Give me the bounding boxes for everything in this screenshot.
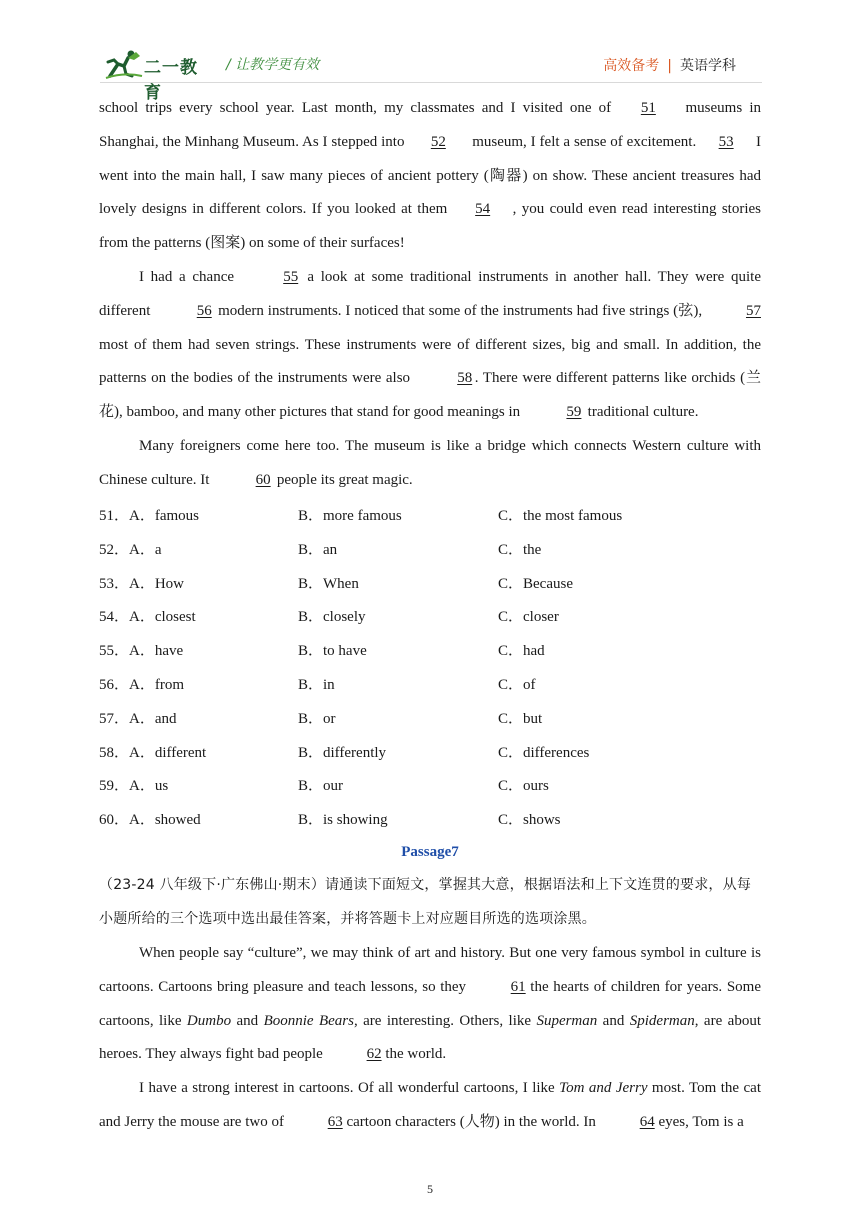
question-row	[99, 531, 761, 565]
text: school trips every school year. Last month, my classmates and I visited one of	[99, 100, 619, 116]
option-a: A．from	[129, 676, 184, 693]
title-italic: Superman	[536, 1012, 598, 1029]
blank-56: 56	[196, 302, 212, 319]
logo	[104, 48, 214, 103]
option-c: C．but	[498, 710, 543, 727]
passage-title: Passage7	[401, 843, 459, 860]
option-c: C．ours	[498, 778, 549, 795]
option-b: B．closely	[298, 609, 366, 626]
text: museum, I felt a sense of excitement.	[468, 133, 701, 150]
question-number: 53．	[99, 575, 130, 592]
title-italic: Boonnie Bears	[263, 1012, 354, 1029]
option-c: C．the most famous	[498, 507, 623, 524]
option-a: A．famous	[129, 507, 199, 524]
option-b: B．differently	[298, 744, 387, 761]
blank-60: 60	[255, 471, 271, 488]
exam-prep-label: 高效备考	[603, 58, 660, 74]
passage7-paragraph-1	[99, 937, 761, 1072]
option-b: B．more famous	[298, 507, 402, 524]
text: , are about heroes. They always fight bad people	[99, 1012, 761, 1063]
option-b: B．our	[298, 778, 344, 795]
question-row	[99, 802, 761, 836]
blank-61: 61	[510, 978, 526, 995]
text: and	[597, 1012, 630, 1029]
question-number: 60．	[99, 812, 130, 829]
text: . There were different patterns like orchids (兰花), bamboo, and many other pictures that stand for good meanings in	[99, 370, 761, 421]
blank-59: 59	[566, 404, 582, 421]
blank-58: 58	[457, 370, 473, 387]
option-c: C．the	[498, 541, 542, 558]
question-row	[99, 599, 761, 633]
question-number: 54．	[99, 609, 130, 626]
text: I had a chance	[139, 268, 241, 285]
passage6-paragraph-1	[99, 92, 761, 261]
option-a: A．different	[129, 744, 207, 761]
logo-text: 二一教育	[144, 58, 198, 103]
text: most of them had seven strings. These instruments were of different sizes, big and small. In addition, the patterns on the bodies of the instruments were also	[99, 336, 761, 387]
question-number: 55．	[99, 643, 130, 660]
text: traditional culture.	[583, 404, 699, 421]
page-header	[100, 48, 762, 103]
option-c: C．differences	[498, 744, 590, 761]
option-a: A．have	[129, 643, 184, 660]
blank-53: 53	[718, 133, 734, 150]
option-a: A．showed	[129, 812, 201, 829]
header-divider	[100, 82, 762, 83]
option-a: A．and	[129, 710, 177, 727]
blank-51: 51	[640, 100, 656, 116]
question-list	[99, 498, 761, 836]
passage6-paragraph-2	[99, 261, 761, 430]
text: , you could even read interesting stories from the patterns (图案) on some of their surfaces!	[99, 201, 761, 252]
option-a: A．closest	[129, 609, 196, 626]
question-row	[99, 700, 761, 734]
option-b: B．to have	[298, 643, 367, 660]
option-c: C．had	[498, 643, 545, 660]
option-a: A．How	[129, 575, 184, 592]
option-c: C．Because	[498, 575, 573, 592]
question-row	[99, 667, 761, 701]
text: museums in Shanghai, the Minhang Museum. As I stepped into	[99, 100, 762, 150]
question-row	[99, 498, 761, 532]
blank-57: 57	[745, 302, 761, 319]
option-b: B．an	[298, 541, 338, 558]
text: and	[231, 1012, 264, 1029]
text: eyes, Tom is a	[654, 1113, 744, 1130]
option-b: B．or	[298, 710, 336, 727]
text: When people say “culture”, we may think of art and history. But one very famous symbol in culture is cartoons. Cartoons bring pleasure and teach lessons, so they	[99, 944, 761, 995]
option-c: C．of	[498, 676, 536, 693]
passage7-paragraph-2	[99, 1072, 761, 1140]
question-number: 56．	[99, 676, 130, 693]
option-c: C．closer	[498, 609, 559, 626]
text: I have a strong interest in cartoons. Of all wonderful cartoons, I like	[139, 1080, 560, 1097]
question-number: 52．	[99, 541, 130, 558]
blank-63: 63	[327, 1113, 343, 1130]
option-c: C．shows	[498, 812, 561, 829]
subject-name: 英语学科	[680, 58, 736, 74]
question-number: 59．	[99, 778, 130, 795]
question-row	[99, 734, 761, 768]
question-number: 51．	[99, 507, 130, 524]
option-b: B．When	[298, 575, 359, 592]
title-italic: Tom and Jerry	[559, 1080, 648, 1097]
question-row	[99, 565, 761, 599]
text: the hearts of children for years. Some cartoons, like	[99, 978, 761, 1029]
header-separator: |	[667, 58, 672, 74]
text: most. Tom the cat and Jerry the mouse are two of	[99, 1080, 761, 1130]
text: I went into the main hall, I saw many pieces of ancient pottery (陶器) on show. These ancient treasures had lovely designs in different colors. If you looked at them	[99, 133, 761, 218]
subject-label	[603, 55, 736, 75]
text: a look at some traditional instruments in another hall. They were quite different	[99, 268, 761, 319]
page-content	[99, 92, 761, 1140]
runner-logo-icon	[104, 48, 144, 80]
slogan: / 让教学更有效	[226, 57, 320, 73]
question-row	[99, 768, 761, 802]
option-b: B．in	[298, 676, 335, 693]
blank-64: 64	[639, 1113, 655, 1130]
option-a: A．a	[129, 541, 162, 558]
title-italic: Spiderman	[629, 1012, 695, 1029]
text: cartoon characters (人物) in the world. In	[342, 1113, 600, 1130]
blank-62: 62	[366, 1046, 382, 1063]
text: , are interesting. Others, like	[353, 1012, 537, 1029]
instructions: （23-24 八年级下·广东佛山·期末）请通读下面短文，掌握其大意，根据语法和上下文连贯的要求，从每小题所给的三个选项中选出最佳答案，并将答题卡上对应题目所选的选项涂黑。	[99, 877, 752, 928]
text: people its great magic.	[273, 471, 413, 488]
blank-52: 52	[430, 133, 446, 150]
title-italic: Dumbo	[186, 1012, 232, 1029]
question-row	[99, 633, 761, 667]
text: Many foreigners come here too. The museum is like a bridge which connects Western culture with Chinese culture. It	[99, 437, 761, 488]
text: modern instruments. I noticed that some of the instruments had five strings (弦),	[214, 302, 706, 319]
option-b: B．is showing	[298, 812, 388, 829]
question-number: 58．	[99, 744, 130, 761]
blank-54: 54	[475, 201, 491, 218]
option-a: A．us	[129, 778, 169, 795]
text: the world.	[381, 1046, 447, 1063]
passage6-paragraph-3	[99, 430, 761, 498]
question-number: 57．	[99, 710, 130, 727]
page-number: 5	[427, 1182, 433, 1196]
blank-55: 55	[283, 268, 299, 285]
